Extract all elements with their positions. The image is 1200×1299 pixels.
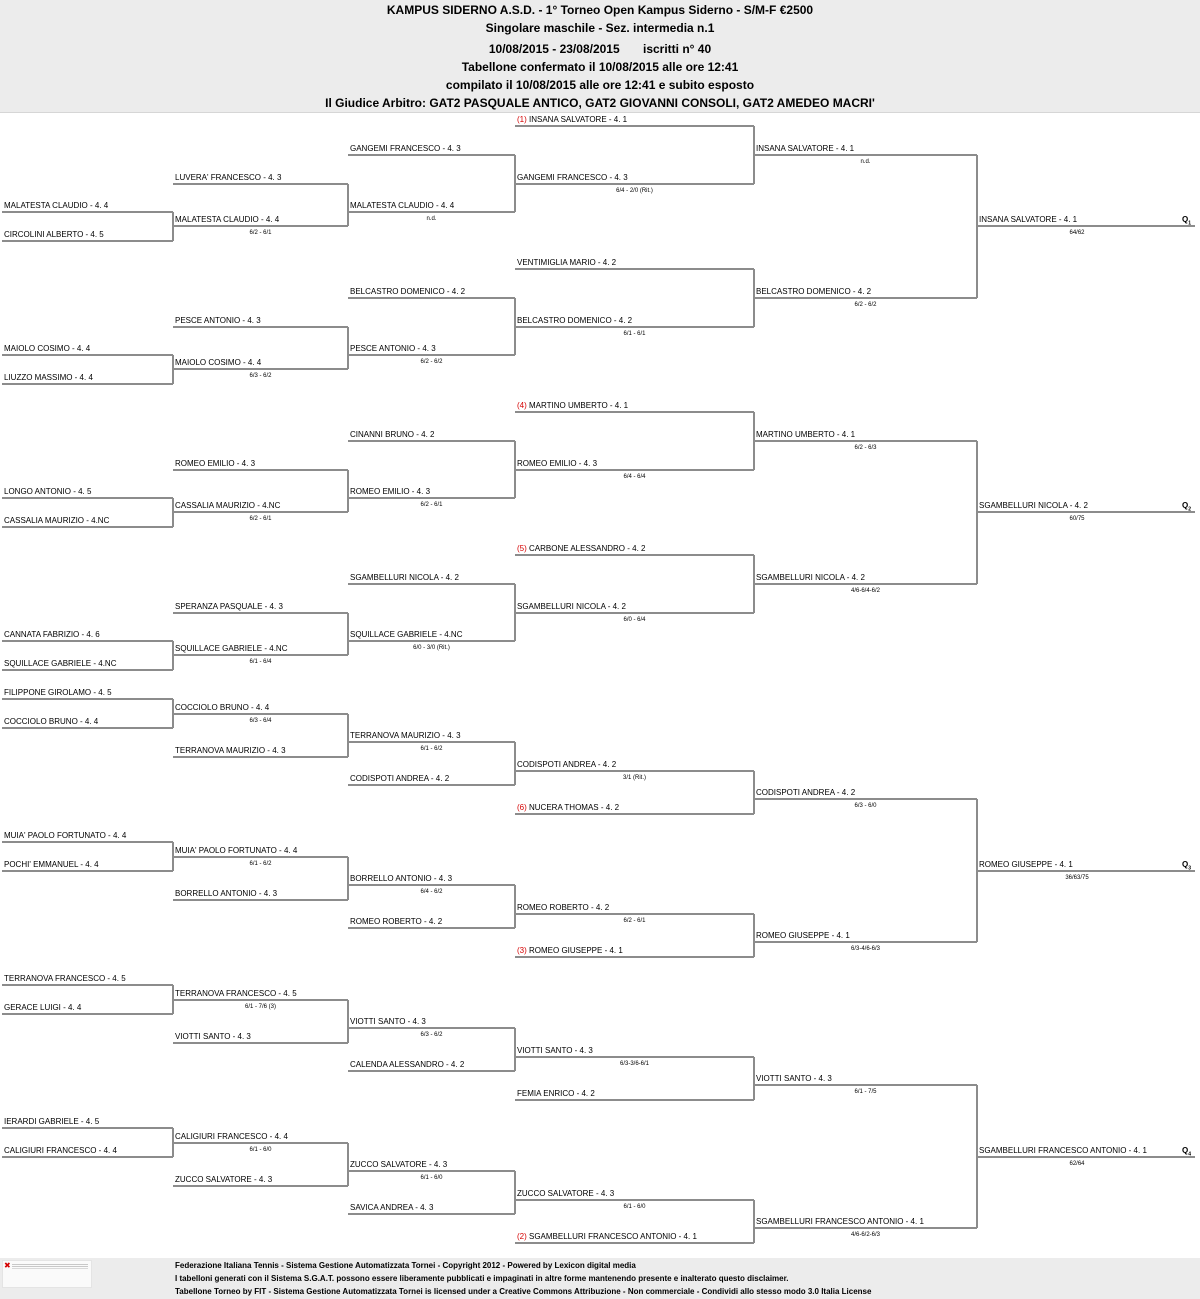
confirmation-line: Tabellone confermato il 10/08/2015 alle ore 12:41	[461, 60, 739, 74]
r2-player	[350, 774, 449, 784]
r3-player	[517, 316, 632, 326]
player-name: BELCASTRO DOMENICO - 4. 2	[517, 316, 633, 325]
badge-text-lines	[12, 1264, 88, 1265]
player-name: SQUILLACE GABRIELE - 4.NC	[4, 659, 117, 668]
player-name: CODISPOTI ANDREA - 4. 2	[517, 760, 617, 769]
player-name: MUIA' PAOLO FORTUNATO - 4. 4	[175, 846, 298, 855]
qualifier-label	[1182, 1146, 1191, 1160]
qualifier-label	[1182, 860, 1191, 874]
r2-player	[350, 917, 442, 927]
match-score: 6/3 - 6/2	[249, 373, 272, 379]
r4-player	[756, 788, 855, 798]
r3-player	[517, 401, 628, 411]
r2-player	[350, 874, 452, 884]
match-score: n.d.	[426, 216, 437, 222]
r2-player	[350, 344, 436, 354]
seed-number: (2)	[517, 1232, 529, 1241]
r1-player	[175, 989, 297, 999]
player-name: SGAMBELLURI NICOLA - 4. 2	[350, 573, 459, 582]
match-score: 6/2 - 6/1	[623, 918, 646, 924]
r2-player	[350, 487, 430, 497]
footer-copyright: Federazione Italiana Tennis - Sistema Gestione Automatizzata Tornei - Copyright 2012 - Powered by Lexicon digital media	[175, 1261, 636, 1270]
qualifier-number: 3	[1188, 865, 1192, 872]
qualifier-label	[1182, 501, 1191, 515]
player-name: MALATESTA CLAUDIO - 4. 4	[4, 201, 109, 210]
r3-player	[517, 1232, 697, 1242]
match-score: 6/4 - 6/4	[623, 474, 646, 480]
r0-player	[4, 717, 98, 727]
player-name: TERRANOVA MAURIZIO - 4. 3	[175, 746, 286, 755]
r0-player	[4, 659, 116, 669]
player-name: BORRELLO ANTONIO - 4. 3	[350, 874, 453, 883]
match-score: 4/6-6/2-6/3	[850, 1232, 881, 1238]
section-winner	[979, 501, 1088, 511]
player-name: INSANA SALVATORE - 4. 1	[756, 144, 855, 153]
footer-disclaimer: I tabelloni generati con il Sistema S.G.A.T. possono essere liberamente pubblicati e impaginati in altre forme mantenendo presente e inalterato questo disclaimer.	[175, 1274, 789, 1283]
player-name: FILIPPONE GIROLAMO - 4. 5	[4, 688, 112, 697]
r1-player	[175, 703, 269, 713]
section-winner	[979, 215, 1077, 225]
qualifier-letter: Q	[1182, 860, 1189, 869]
seed-number: (6)	[517, 803, 529, 812]
player-name: ROMEO GIUSEPPE - 4. 1	[529, 946, 623, 955]
r2-player	[350, 1060, 464, 1070]
compiled-line: compilato il 10/08/2015 alle ore 12:41 e subito esposto	[445, 78, 755, 92]
player-name: ROMEO GIUSEPPE - 4. 1	[756, 931, 850, 940]
player-name: MALATESTA CLAUDIO - 4. 4	[350, 201, 455, 210]
match-score: 6/3 - 6/0	[854, 803, 877, 809]
match-score: 64/62	[1069, 230, 1085, 236]
match-score: n.d.	[860, 159, 871, 165]
player-name: VIOTTI SANTO - 4. 3	[350, 1017, 426, 1026]
player-name: CALENDA ALESSANDRO - 4. 2	[350, 1060, 465, 1069]
r3-player	[517, 1189, 614, 1199]
player-name: MAIOLO COSIMO - 4. 4	[175, 358, 262, 367]
player-name: MAIOLO COSIMO - 4. 4	[4, 344, 91, 353]
r3-player	[517, 760, 616, 770]
r0-player	[4, 344, 90, 354]
r1-player	[175, 889, 277, 899]
license-badge	[2, 1260, 92, 1288]
tournament-title: KAMPUS SIDERNO A.S.D. - 1° Torneo Open Kampus Siderno - S/M-F €2500	[386, 3, 814, 17]
r2-player	[350, 573, 459, 583]
player-name: VIOTTI SANTO - 4. 3	[756, 1074, 832, 1083]
r1-player	[175, 1032, 251, 1042]
match-score: 6/3 - 6/2	[420, 1032, 443, 1038]
match-score: 6/1 - 6/0	[623, 1204, 646, 1210]
match-score: 6/3 - 6/4	[249, 718, 272, 724]
r3-player	[517, 903, 609, 913]
player-name: ZUCCO SALVATORE - 4. 3	[175, 1175, 273, 1184]
r4-player	[756, 430, 855, 440]
r1-player	[175, 746, 286, 756]
r1-player	[175, 846, 297, 856]
player-name: TERRANOVA FRANCESCO - 4. 5	[4, 974, 126, 983]
player-name: MALATESTA CLAUDIO - 4. 4	[175, 215, 280, 224]
section-winner	[979, 860, 1073, 870]
player-name: BELCASTRO DOMENICO - 4. 2	[350, 287, 466, 296]
r0-player	[4, 487, 91, 497]
r4-player	[756, 1074, 832, 1084]
match-score: 6/2 - 6/2	[854, 302, 877, 308]
player-name: CASSALIA MAURIZIO - 4.NC	[175, 501, 281, 510]
match-score: 4/6-6/4-6/2	[850, 588, 881, 594]
player-name: SPERANZA PASQUALE - 4. 3	[175, 602, 283, 611]
match-score: 6/2 - 6/2	[420, 359, 443, 365]
player-name: MUIA' PAOLO FORTUNATO - 4. 4	[4, 831, 127, 840]
player-name: SGAMBELLURI FRANCESCO ANTONIO - 4. 1	[979, 1146, 1147, 1155]
r2-player	[350, 1017, 426, 1027]
match-score: 6/0 - 3/0 (Rit.)	[413, 645, 450, 651]
r3-player	[517, 602, 626, 612]
footer-license: Tabellone Torneo by FIT - Sistema Gestione Automatizzata Tornei is licensed under a Creative Commons Attribuzione - Non commerciale - Condividi allo stesso modo 3.0 Italia License	[175, 1287, 872, 1296]
r0-player	[4, 1117, 99, 1127]
player-name: GERACE LUIGI - 4. 4	[4, 1003, 82, 1012]
r1-player	[175, 358, 261, 368]
qualifier-letter: Q	[1182, 215, 1189, 224]
r1-player	[175, 1175, 272, 1185]
match-score: 6/1 - 6/2	[420, 746, 443, 752]
event-subtitle: Singolare maschile - Sez. intermedia n.1	[485, 21, 715, 35]
match-score: 6/1 - 7/5	[854, 1089, 877, 1095]
qualifier-number: 2	[1188, 506, 1192, 513]
player-name: MARTINO UMBERTO - 4. 1	[756, 430, 856, 439]
r4-player	[756, 287, 871, 297]
player-name: ROMEO EMILIO - 4. 3	[350, 487, 431, 496]
player-name: FEMIA ENRICO - 4. 2	[517, 1089, 595, 1098]
player-name: PESCE ANTONIO - 4. 3	[175, 316, 261, 325]
match-score: 6/1 - 7/6 (3)	[244, 1004, 276, 1010]
r0-player	[4, 860, 99, 870]
player-name: MARTINO UMBERTO - 4. 1	[529, 401, 629, 410]
close-icon: ✖	[4, 1261, 11, 1270]
r2-player	[350, 1160, 447, 1170]
r2-player	[350, 731, 461, 741]
r4-player	[756, 1217, 924, 1227]
r0-player	[4, 974, 126, 984]
r0-player	[4, 688, 112, 698]
player-name: CODISPOTI ANDREA - 4. 2	[350, 774, 450, 783]
player-name: CIRCOLINI ALBERTO - 4. 5	[4, 230, 104, 239]
r2-player	[350, 630, 462, 640]
r2-player	[350, 287, 465, 297]
r4-player	[756, 144, 854, 154]
r0-player	[4, 831, 126, 841]
r0-player	[4, 373, 93, 383]
player-name: SQUILLACE GABRIELE - 4.NC	[175, 644, 288, 653]
player-name: ROMEO ROBERTO - 4. 2	[517, 903, 610, 912]
match-score: 6/3-3/6-6/1	[619, 1061, 650, 1067]
r2-player	[350, 430, 434, 440]
r3-player	[517, 1089, 595, 1099]
match-score: 6/2 - 6/3	[854, 445, 877, 451]
player-name: CALIGIURI FRANCESCO - 4. 4	[4, 1146, 117, 1155]
referee-line: Il Giudice Arbitro: GAT2 PASQUALE ANTICO, GAT2 GIOVANNI CONSOLI, GAT2 AMEDEO MACRI'	[325, 96, 875, 110]
player-name: VIOTTI SANTO - 4. 3	[517, 1046, 593, 1055]
player-name: ROMEO EMILIO - 4. 3	[175, 459, 256, 468]
match-score: 6/1 - 6/0	[420, 1175, 443, 1181]
r1-player	[175, 602, 283, 612]
r1-player	[175, 316, 261, 326]
match-score: 36/63/75	[1065, 875, 1089, 881]
match-score: 6/2 - 6/1	[249, 230, 272, 236]
match-score: 6/1 - 6/0	[249, 1147, 272, 1153]
player-name: SGAMBELLURI NICOLA - 4. 2	[756, 573, 865, 582]
seed-number: (3)	[517, 946, 529, 955]
r1-player	[175, 215, 279, 225]
r1-player	[175, 173, 281, 183]
r4-player	[756, 931, 850, 941]
r2-player	[350, 201, 454, 211]
match-score: 6/2 - 6/1	[420, 502, 443, 508]
player-name: NUCERA THOMAS - 4. 2	[529, 803, 620, 812]
player-name: GANGEMI FRANCESCO - 4. 3	[517, 173, 628, 182]
match-score: 6/0 - 6/4	[623, 617, 646, 623]
player-name: CASSALIA MAURIZIO - 4.NC	[4, 516, 110, 525]
player-name: CALIGIURI FRANCESCO - 4. 4	[175, 1132, 288, 1141]
r1-player	[175, 1132, 288, 1142]
player-name: CARBONE ALESSANDRO - 4. 2	[529, 544, 646, 553]
match-score: 6/3-4/6-6/3	[850, 946, 881, 952]
player-name: INSANA SALVATORE - 4. 1	[979, 215, 1078, 224]
player-name: POCHI' EMMANUEL - 4. 4	[4, 860, 99, 869]
player-name: ROMEO EMILIO - 4. 3	[517, 459, 598, 468]
r1-player	[175, 459, 255, 469]
r3-player	[517, 459, 597, 469]
player-name: COCCIOLO BRUNO - 4. 4	[4, 717, 99, 726]
player-name: GANGEMI FRANCESCO - 4. 3	[350, 144, 461, 153]
player-name: CANNATA FABRIZIO - 4. 6	[4, 630, 100, 639]
r0-player	[4, 630, 100, 640]
player-name: CODISPOTI ANDREA - 4. 2	[756, 788, 856, 797]
match-score: 62/64	[1069, 1161, 1085, 1167]
player-name: SGAMBELLURI FRANCESCO ANTONIO - 4. 1	[756, 1217, 924, 1226]
match-score: 6/2 - 6/1	[249, 516, 272, 522]
player-name: COCCIOLO BRUNO - 4. 4	[175, 703, 270, 712]
player-name: TERRANOVA MAURIZIO - 4. 3	[350, 731, 461, 740]
r0-player	[4, 516, 109, 526]
match-score: 6/4 - 6/2	[420, 889, 443, 895]
r3-player	[517, 258, 616, 268]
r0-player	[4, 1146, 117, 1156]
match-score: 6/1 - 6/2	[249, 861, 272, 867]
match-score: 6/4 - 2/0 (Rit.)	[616, 188, 653, 194]
player-name: SAVICA ANDREA - 4. 3	[350, 1203, 434, 1212]
section-winner	[979, 1146, 1147, 1156]
player-name: BELCASTRO DOMENICO - 4. 2	[756, 287, 872, 296]
qualifier-number: 4	[1188, 1151, 1192, 1158]
qualifier-label	[1182, 215, 1191, 229]
player-name: BORRELLO ANTONIO - 4. 3	[175, 889, 278, 898]
seed-number: (5)	[517, 544, 529, 553]
r3-player	[517, 173, 628, 183]
r4-player	[756, 573, 865, 583]
player-name: VIOTTI SANTO - 4. 3	[175, 1032, 251, 1041]
match-score: 6/1 - 6/1	[623, 331, 646, 337]
seed-number: (4)	[517, 401, 529, 410]
player-name: SGAMBELLURI NICOLA - 4. 2	[517, 602, 626, 611]
player-name: IERARDI GABRIELE - 4. 5	[4, 1117, 100, 1126]
player-name: PESCE ANTONIO - 4. 3	[350, 344, 436, 353]
player-name: ROMEO GIUSEPPE - 4. 1	[979, 860, 1073, 869]
r3-player	[517, 946, 623, 956]
player-name: LONGO ANTONIO - 4. 5	[4, 487, 92, 496]
seed-number: (1)	[517, 115, 529, 124]
r2-player	[350, 144, 461, 154]
qualifier-number: 1	[1188, 220, 1192, 227]
page-footer	[0, 1258, 1200, 1299]
qualifier-letter: Q	[1182, 501, 1189, 510]
player-name: INSANA SALVATORE - 4. 1	[529, 115, 628, 124]
player-name: LUVERA' FRANCESCO - 4. 3	[175, 173, 282, 182]
r3-player	[517, 803, 619, 813]
r3-player	[517, 544, 645, 554]
player-name: SQUILLACE GABRIELE - 4.NC	[350, 630, 463, 639]
player-name: ROMEO ROBERTO - 4. 2	[350, 917, 443, 926]
r1-player	[175, 644, 287, 654]
qualifier-letter: Q	[1182, 1146, 1189, 1155]
player-name: VENTIMIGLIA MARIO - 4. 2	[517, 258, 617, 267]
player-name: ZUCCO SALVATORE - 4. 3	[517, 1189, 615, 1198]
r1-player	[175, 501, 280, 511]
r2-player	[350, 1203, 433, 1213]
match-score: 6/1 - 6/4	[249, 659, 272, 665]
player-name: CINANNI BRUNO - 4. 2	[350, 430, 435, 439]
r0-player	[4, 230, 104, 240]
player-name: SGAMBELLURI FRANCESCO ANTONIO - 4. 1	[529, 1232, 697, 1241]
player-name: LIUZZO MASSIMO - 4. 4	[4, 373, 93, 382]
match-score: 60/75	[1069, 516, 1085, 522]
player-name: ZUCCO SALVATORE - 4. 3	[350, 1160, 448, 1169]
r3-player	[517, 115, 627, 125]
r0-player	[4, 201, 108, 211]
r3-player	[517, 1046, 593, 1056]
r0-player	[4, 1003, 81, 1013]
match-score: 3/1 (Rit.)	[622, 775, 646, 781]
player-name: SGAMBELLURI NICOLA - 4. 2	[979, 501, 1088, 510]
player-name: TERRANOVA FRANCESCO - 4. 5	[175, 989, 297, 998]
dates-entries: 10/08/2015 - 23/08/2015 iscritti n° 40	[488, 42, 712, 56]
